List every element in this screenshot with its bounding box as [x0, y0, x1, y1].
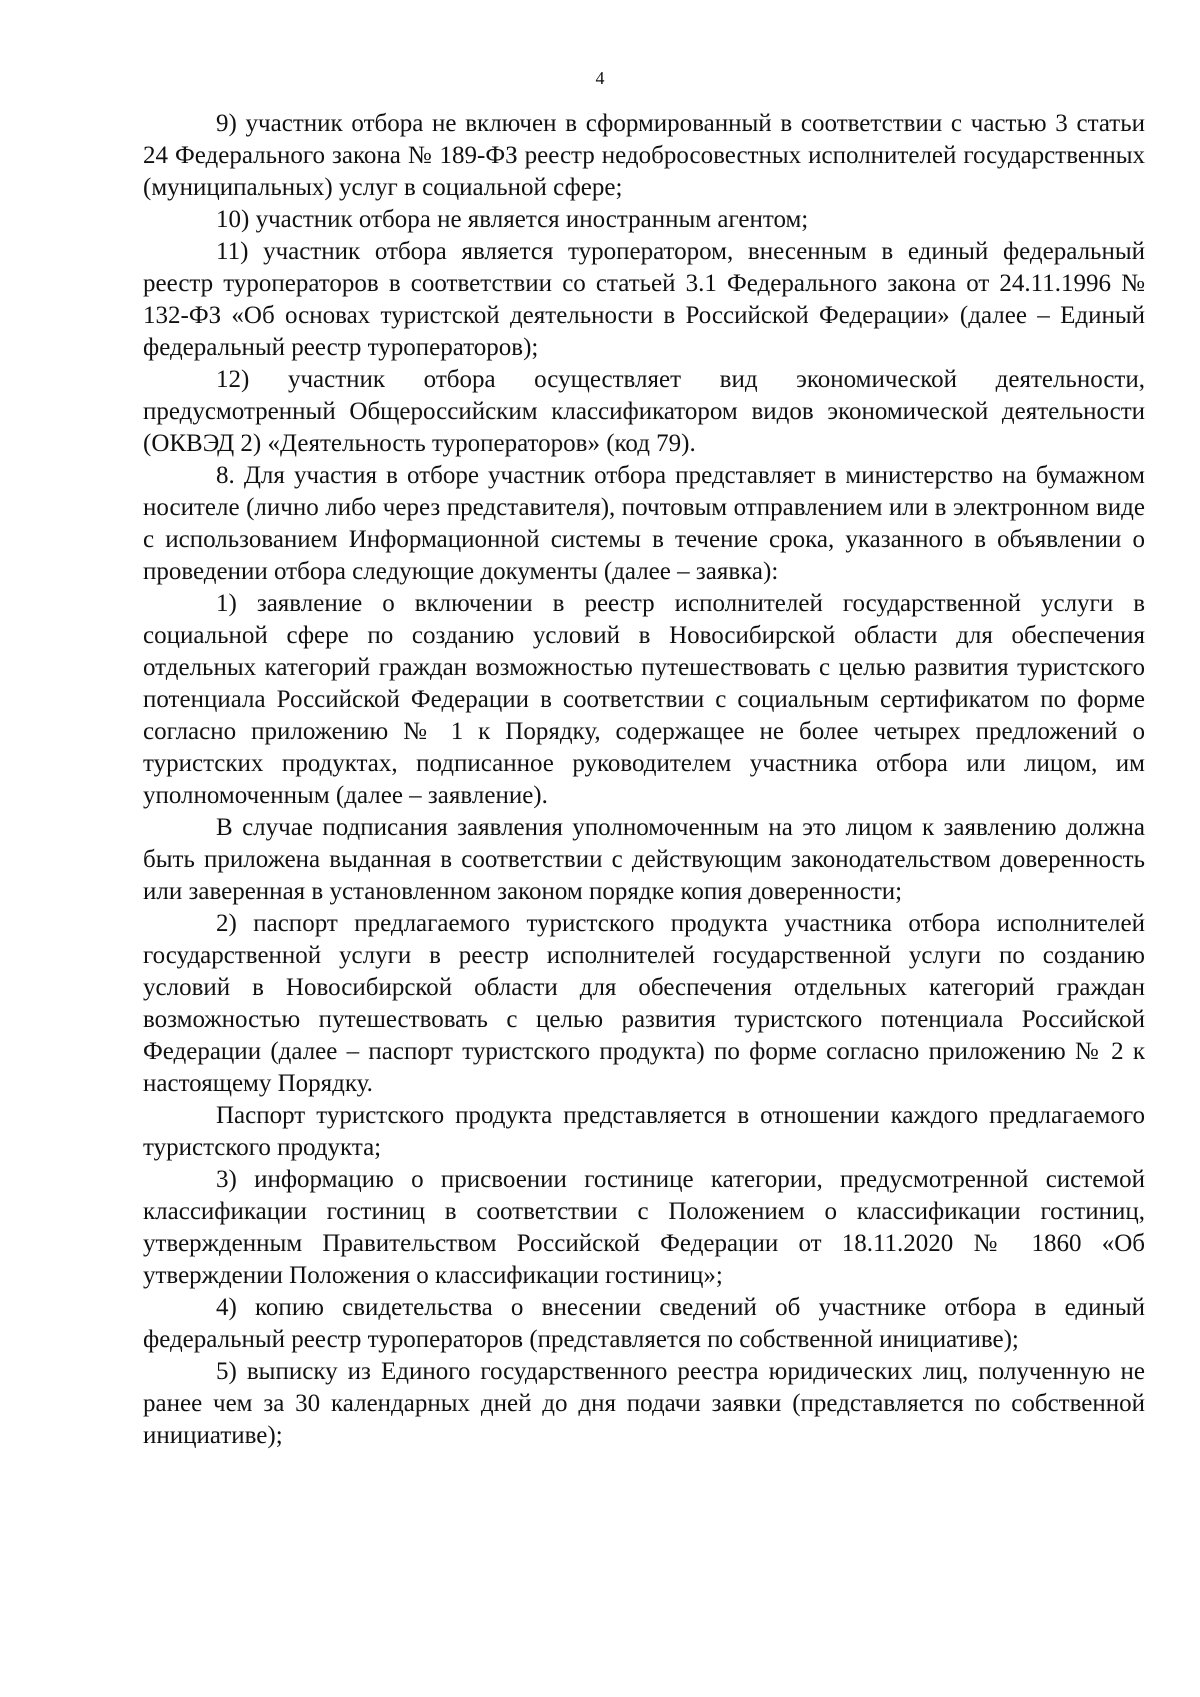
document-body: [143, 108, 1145, 1452]
paragraph-doc-2: 2) паспорт предлагаемого туристского продукта участника отбора исполнителей государственной услуги в реестр исполнителей государственной услуги по созданию условий в Новосибирской области для обеспечения отдельных категорий граждан возможностью путешествовать с целью развития туристского потенциала Российской Федерации (далее – паспорт туристского продукта) по форме согласно приложению № 2 к настоящему Порядку.: [143, 910, 1145, 1097]
paragraph-section-8: 8. Для участия в отборе участник отбора представляет в министерство на бумажном носителе (лично либо через представителя), почтовым отправлением или в электронном виде с использованием Информационной системы в течение срока, указанного в объявлении о проведении отбора следующие документы (далее – заявка):: [143, 462, 1145, 585]
paragraph-item-11: 11) участник отбора является туроператором, внесенным в единый федеральный реестр туроператоров в соответствии со статьей 3.1 Федерального закона от 24.11.1996 № 132-ФЗ «Об основах туристской деятельности в Российской Федерации» (далее – Единый федеральный реестр туроператоров);: [143, 238, 1145, 361]
paragraph-doc-1: 1) заявление о включении в реестр исполнителей государственной услуги в социальной сфере по созданию условий в Новосибирской области для обеспечения отдельных категорий граждан возможностью путешествовать с целью развития туристского потенциала Российской Федерации в соответствии с социальным сертификатом по форме согласно приложению № 1 к Порядку, содержащее не более четырех предложений о туристских продуктах, подписанное руководителем участника отбора или лицом, им уполномоченным (далее – заявление).: [143, 590, 1145, 809]
paragraph-doc-4: 4) копию свидетельства о внесении сведений об участнике отбора в единый федеральный реестр туроператоров (представляется по собственной инициативе);: [143, 1294, 1145, 1353]
page-number: 4: [595, 68, 605, 88]
paragraph-passport-note: Паспорт туристского продукта представляется в отношении каждого предлагаемого туристского продукта;: [143, 1102, 1145, 1161]
paragraph-doc-3: 3) информацию о присвоении гостинице категории, предусмотренной системой классификации гостиниц в соответствии с Положением о классификации гостиниц, утвержденным Правительством Российской Федерации от 18.11.2020 № 1860 «Об утверждении Положения о классификации гостиниц»;: [143, 1166, 1145, 1289]
paragraph-doc-5: 5) выписку из Единого государственного реестра юридических лиц, полученную не ранее чем за 30 календарных дней до дня подачи заявки (представляется по собственной инициативе);: [143, 1358, 1145, 1449]
paragraph-signing-note: В случае подписания заявления уполномоченным на это лицом к заявлению должна быть приложена выданная в соответствии с действующим законодательством доверенность или заверенная в установленном законом порядке копия доверенности;: [143, 814, 1145, 905]
paragraph-item-12: 12) участник отбора осуществляет вид экономической деятельности, предусмотренный Общероссийским классификатором видов экономической деятельности (ОКВЭД 2) «Деятельность туроператоров» (код 79).: [143, 366, 1145, 457]
paragraph-item-9: 9) участник отбора не включен в сформированный в соответствии с частью 3 статьи 24 Федерального закона № 189-ФЗ реестр недобросовестных исполнителей государственных (муниципальных) услуг в социальной сфере;: [143, 110, 1145, 201]
paragraph-item-10: 10) участник отбора не является иностранным агентом;: [216, 206, 809, 233]
